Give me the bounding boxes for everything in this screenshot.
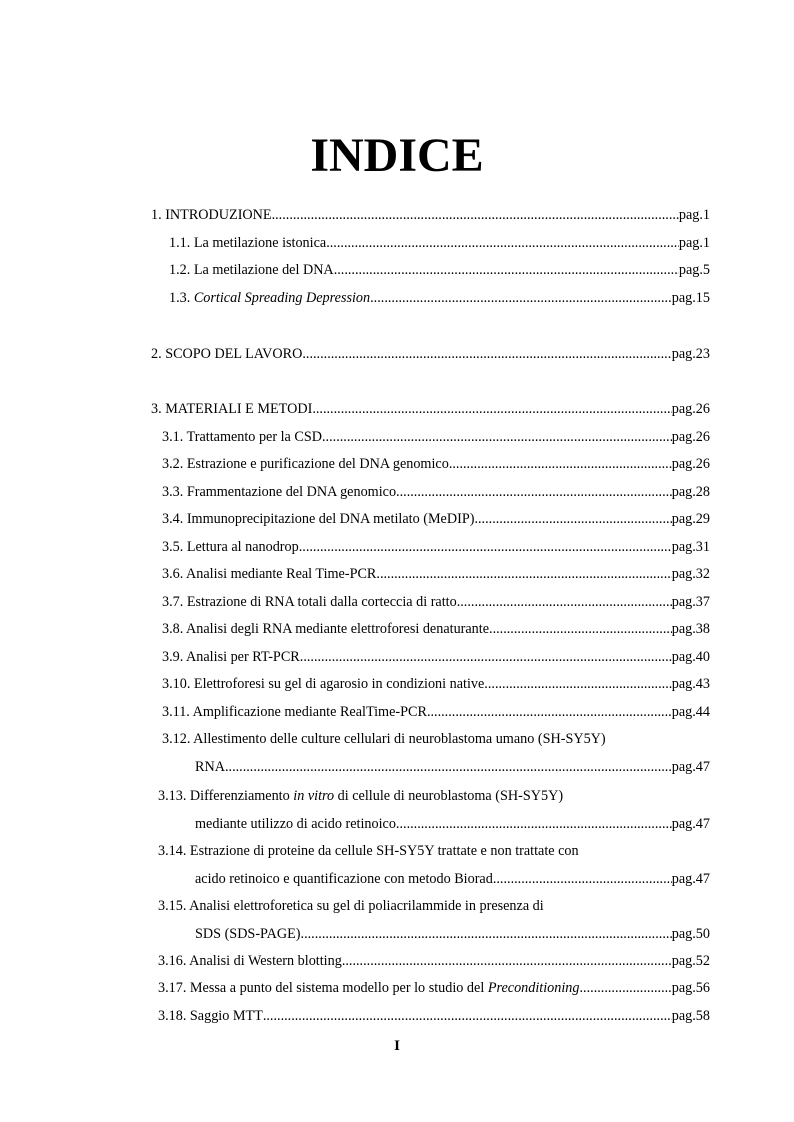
- leader-dots: [489, 616, 672, 642]
- toc-entry[interactable]: [195, 754, 710, 780]
- toc-label: 3.16. Analisi di Western blotting: [158, 953, 342, 969]
- toc-entry[interactable]: [158, 1003, 710, 1029]
- toc-label: 3.3. Frammentazione del DNA genomico: [162, 484, 397, 500]
- toc-page: pag.47: [671, 871, 710, 887]
- leader-dots: [427, 699, 672, 725]
- leader-dots: [302, 341, 671, 367]
- toc-label: [158, 975, 580, 1001]
- leader-dots: [322, 424, 672, 450]
- toc-label-prefix: 1.3.: [169, 290, 194, 306]
- toc-page: pag.32: [671, 566, 710, 582]
- toc-entry-first-line: [158, 783, 563, 809]
- toc-label: 1. INTRODUZIONE: [151, 207, 272, 223]
- toc-first-line-italic: in vitro: [293, 788, 335, 804]
- toc-label: acido retinoico e quantificazione con metodo Biorad: [195, 871, 493, 887]
- toc-entry[interactable]: [162, 671, 710, 697]
- toc-page: pag.23: [671, 346, 710, 362]
- toc-label: 3.8. Analisi degli RNA mediante elettroforesi denaturante: [162, 621, 490, 637]
- toc-entry[interactable]: [162, 644, 710, 670]
- toc-entry[interactable]: [151, 396, 710, 422]
- toc-label: 2. SCOPO DEL LAVORO: [151, 346, 303, 362]
- toc-entry[interactable]: [162, 506, 710, 532]
- toc-page: pag.52: [671, 953, 710, 969]
- toc-page: pag.40: [671, 649, 710, 665]
- toc-label: mediante utilizzo di acido retinoico: [195, 816, 396, 832]
- toc-label-italic: Cortical Spreading Depression: [193, 290, 371, 306]
- toc-label: [169, 285, 370, 311]
- toc-page: pag.56: [671, 980, 710, 996]
- toc-page: pag.37: [671, 594, 710, 610]
- toc-page: pag.26: [671, 429, 710, 445]
- leader-dots: [263, 1003, 672, 1029]
- toc-entry[interactable]: [195, 866, 710, 892]
- toc-entry[interactable]: [162, 479, 710, 505]
- toc-entry[interactable]: [195, 811, 710, 837]
- toc-label: 3.10. Elettroforesi su gel di agarosio in condizioni native: [162, 676, 485, 692]
- toc-page: pag.43: [671, 676, 710, 692]
- toc-label: 3. MATERIALI E METODI: [151, 401, 313, 417]
- toc-label: 3.18. Saggio MTT: [158, 1008, 263, 1024]
- toc-page: pag.28: [671, 484, 710, 500]
- toc-page: pag.47: [671, 816, 710, 832]
- leader-dots: [342, 948, 672, 974]
- toc-entry[interactable]: [158, 975, 710, 1001]
- toc-label: 1.2. La metilazione del DNA: [169, 262, 334, 278]
- toc-label: 3.11. Amplificazione mediante RealTime-PCR: [162, 704, 427, 720]
- toc-page: pag.1: [678, 207, 710, 223]
- toc-page: pag.29: [671, 511, 710, 527]
- leader-dots: [300, 644, 672, 670]
- toc-page: pag.26: [671, 456, 710, 472]
- toc-label: 1.1. La metilazione istonica: [169, 235, 327, 251]
- toc-entry[interactable]: [151, 202, 710, 228]
- toc-page: pag.5: [678, 262, 710, 278]
- leader-dots: [225, 754, 672, 780]
- toc-entry[interactable]: [195, 921, 710, 947]
- toc-label: RNA: [195, 759, 225, 775]
- toc-entry[interactable]: [162, 424, 710, 450]
- leader-dots: [272, 202, 679, 228]
- toc-page: pag.58: [671, 1008, 710, 1024]
- toc-label: 3.7. Estrazione di RNA totali dalla corteccia di ratto: [162, 594, 457, 610]
- toc-page: pag.38: [671, 621, 710, 637]
- leader-dots: [299, 534, 672, 560]
- toc-entry[interactable]: [162, 589, 710, 615]
- leader-dots: [376, 561, 671, 587]
- toc-label: SDS (SDS-PAGE): [195, 926, 301, 942]
- leader-dots: [457, 589, 672, 615]
- leader-dots: [484, 671, 671, 697]
- leader-dots: [396, 811, 672, 837]
- toc-page: pag.15: [671, 290, 710, 306]
- toc-label: 3.4. Immunoprecipitazione del DNA metilato (MeDIP): [162, 511, 475, 527]
- leader-dots: [396, 479, 672, 505]
- leader-dots: [493, 866, 672, 892]
- toc-entry[interactable]: [151, 341, 710, 367]
- page-number: I: [394, 1038, 400, 1054]
- toc-label: 3.6. Analisi mediante Real Time-PCR: [162, 566, 377, 582]
- toc-entry[interactable]: [162, 451, 710, 477]
- toc-entry[interactable]: [169, 257, 710, 283]
- toc-entry-first-line: 3.14. Estrazione di proteine da cellule SH-SY5Y trattate e non trattate con: [158, 843, 579, 859]
- toc-page: pag.44: [671, 704, 710, 720]
- toc-first-line-prefix: 3.13. Differenziamento: [158, 788, 294, 804]
- toc-label: 3.2. Estrazione e purificazione del DNA genomico: [162, 456, 449, 472]
- leader-dots: [326, 230, 679, 256]
- leader-dots: [334, 257, 679, 283]
- toc-page: pag.26: [671, 401, 710, 417]
- toc-entry[interactable]: [162, 561, 710, 587]
- toc-page: pag.47: [671, 759, 710, 775]
- leader-dots: [301, 921, 672, 947]
- toc-label: 3.9. Analisi per RT-PCR: [162, 649, 300, 665]
- toc-entry-first-line: 3.12. Allestimento delle culture cellulari di neuroblastoma umano (SH-SY5Y): [162, 731, 606, 747]
- toc-first-line-suffix: di cellule di neuroblastoma (SH-SY5Y): [334, 788, 564, 804]
- toc-label-prefix: 3.17. Messa a punto del sistema modello per lo studio del: [158, 980, 488, 996]
- toc-page: pag.31: [671, 539, 710, 555]
- toc-label: 3.1. Trattamento per la CSD: [162, 429, 322, 445]
- toc-entry[interactable]: [158, 948, 710, 974]
- toc-entry[interactable]: [169, 285, 710, 311]
- leader-dots: [370, 285, 672, 311]
- toc-page: pag.1: [678, 235, 710, 251]
- toc-page: pag.50: [671, 926, 710, 942]
- toc-label-italic: Preconditioning: [487, 980, 580, 996]
- toc-entry[interactable]: [162, 616, 710, 642]
- toc-entry[interactable]: [162, 534, 710, 560]
- toc-label: 3.5. Lettura al nanodrop: [162, 539, 299, 555]
- toc-entry[interactable]: [169, 230, 710, 256]
- toc-entry-first-line: 3.15. Analisi elettroforetica su gel di poliacrilammide in presenza di: [158, 898, 544, 914]
- toc-entry[interactable]: [162, 699, 710, 725]
- page-title: INDICE: [310, 129, 484, 182]
- leader-dots: [312, 396, 671, 422]
- leader-dots: [449, 451, 672, 477]
- leader-dots: [474, 506, 671, 532]
- leader-dots: [580, 975, 672, 1001]
